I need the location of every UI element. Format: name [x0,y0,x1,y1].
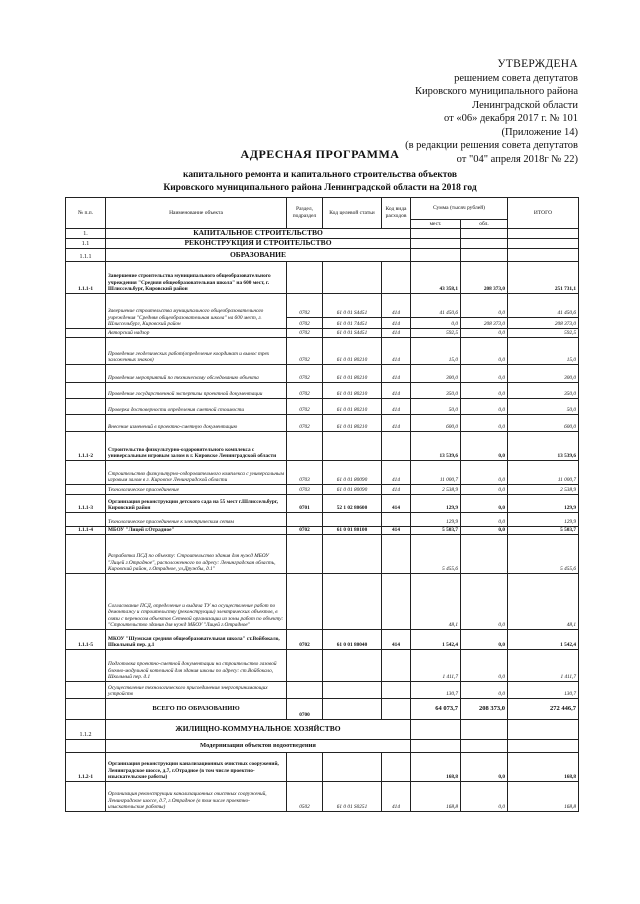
row-name: Технологическое присоединение к электрическим сетям [106,513,287,527]
approval-line: решением совета депутатов [454,72,578,84]
approval-line: Ленинградской области [472,99,578,111]
approval-line: от «06» декабря 2017 г. № 101 [444,113,578,124]
subsection-label: Модернизация объектов водоотведения [106,740,411,753]
row-num: 1.1.1-5 [66,630,106,650]
row-name: Проведение государственной экспертизы проектной документации [106,383,287,399]
title-main: АДРЕСНАЯ ПРОГРАММА [240,147,400,161]
row-num: 1.1.1-4 [66,527,106,535]
title-sub2: Кировского муниципального района Ленинградской области на 2018 год [163,182,477,193]
row-regional: 208 373,0 [461,262,508,294]
row-name: Подготовка проектно-сметной документации на строительство газовой блочно-модульной котельной для здания школы по адресу: ст.Войбокало, Школьный пер. д.1 [106,650,287,682]
row-name: Завершение строительства муниципального общеобразовательного учреждения "Средняя общеобразовательная школа" на 600 мест, г. Шлиссельбург, Кировский район [106,294,287,329]
row-name: Завершение строительства муниципального общеобразовательного учреждения "Средняя общеобразовательная школа" на 600 мест, г. Шлиссельбург, Кировский район [106,262,287,294]
row-name: Проведение мероприятий по техническому обследованию объекта [106,365,287,383]
approval-line: от "04" апреля 2018г № 22) [456,153,578,165]
document-title [0,147,640,194]
approval-line: Кировского муниципального района [414,86,578,97]
section-num: 1.1.1 [66,249,106,262]
row-name: Проведение геодезических работ(определение координат и вынос трех заложенных знаков) [106,338,287,365]
row-name: МБОУ "Лицей г.Отрадное" [106,527,287,535]
header-total: ИТОГО [508,198,579,229]
education-total-label: ВСЕГО ПО ОБРАЗОВАНИЮ [106,699,287,720]
education-total-sum: 272 446,7 [508,699,579,720]
section-num: 1.1.2 [66,720,106,740]
header-name: Наименование объекта [106,198,287,229]
header-regional: обл. [461,220,508,229]
header-num: № п.п. [66,198,106,229]
section-label: ОБРАЗОВАНИЕ [106,249,411,262]
section-label: КАПИТАЛЬНОЕ СТРОИТЕЛЬСТВО [106,229,411,239]
row-name: Согласование ПСД, определение и выдача ТУ на осуществление работ по демонтажу и строительству (реконструкции) электрических объектов, в связи с переносом объектов Сетевой организации из зоны работ по объекту: "Строительство здания для нужд МБОУ "Лицей г.Отрадное" [106,574,287,630]
section-num: 1. [66,229,106,239]
row-num: 1.1.1-1 [66,262,106,294]
section-num: 1.1 [66,239,106,249]
row-name: Строительство физкультурно-оздоровительного комплекса с универсальным игровым залом в г. Кировске Ленинградской области [106,432,287,461]
approval-line: УТВЕРЖДЕНА [497,58,578,70]
education-total-regional: 208 373,0 [461,699,508,720]
row-local: 43 358,1 [411,262,461,294]
header-exptype: Код вида расходов [382,198,411,229]
approval-line: (Приложение 14) [501,126,578,138]
title-sub1: капитального ремонта и капитального строительства объектов [183,170,457,180]
row-name: Технологическое присоединение [106,485,287,495]
row-name: Организация реконструкции канализационных очистных сооружений, Ленинградское шоссе, д.7, г.Отрадное (в том числе проектно-изыскательские работы) [106,753,287,782]
header-sum: Сумма (тысяч рублей) [411,198,508,220]
header-section: Раздел, подраздел [287,198,323,229]
row-total: 251 731,1 [508,262,579,294]
approval-line: (в редакции решения совета депутатов [405,140,578,151]
row-name: Внесение изменений в проектно-сметную документацию [106,415,287,432]
row-num: 1.1.2-1 [66,753,106,782]
section-label: РЕКОНСТРУКЦИЯ И СТРОИТЕЛЬСТВО [106,239,411,249]
header-target: Код целевой статьи [323,198,382,229]
row-name: Организация реконструкции детского сада на 55 мест г.Шлиссельбург, Кировский район [106,495,287,513]
section-label: ЖИЛИЩНО-КОММУНАЛЬНОЕ ХОЗЯЙСТВО [106,720,411,740]
row-num: 1.1.1-2 [66,432,106,461]
program-table: № п.п. Наименование объекта Раздел, подраздел Код целевой статьи Код вида расходов Сумма (тысяч рублей) ИТОГО мест. обл. 1. КАПИТАЛЬНОЕ СТРОИТЕЛЬСТВО 1.1 РЕКОНСТРУКЦИЯ И СТРОИТЕЛЬСТВО 1.1.1 ОБРАЗОВАНИЕ 1.1.1-1 Завершение строительства муниципального общеобразовательного учреждения "Средняя общеобразовательная школа" на 600 мест, г. Шлиссельбург, Кировский район 43 358,1 208 373,0 251 731,1 Завершение строительства муниципального общеобразовательного учреждения "Средняя общеобразовательная школа" на 600 мест, г. Шлиссельбург, Кировский район 0702 61 0 01 S4451 414 41 450,6 0,0 41 450,6 0702 61 0 01 74451 414 0,0 208 373,0 208 373,0 Авторский надзор 0702 61 0 01 S4451 414 592,5 0,0 592,5 Проведение геодезических работ(определение координат и вынос трех заложенных знаков) 0702 61 0 01 80210 414 15,0 0,0 15,0 Проведение мероприятий по техническому обследованию объекта 0702 61 0 01 80210 414 300,0 0,0 300,0 Проведение государственной экспертизы проектной документации 0702 61 0 01 80210 414 350,0 0,0 350,0 Проверка достоверности определения сметной стоимости 0702 61 0 01 80210 414 50,0 0,0 50,0 Внесение изменений в проектно-сметную документацию 0702 61 0 01 80210 414 600,0 0,0 600,0 1.1.1-2 Строительство физкультурно-оздоровительного комплекса с универсальным игровым залом в г. Кировске Ленинградской области 13 539,6 0,0 13 539,6 Строительство физкультурно-оздоровительного комплекса с универсальным игровым залом в г. Кировске Ленинградской области 0703 61 0 01 80090 414 11 000,7 0,0 11 000,7 Технологическое присоединение 0703 61 0 01 80090 414 2 538,9 0,0 2 538,9 1.1.1-3 Организация реконструкции детского сада на 55 мест г.Шлиссельбург, Кировский район 0701 52 1 02 80600 414 129,9 0,0 129,9 Технологическое присоединение к электрическим сетям 129,9 0,0 129,9 1.1.1-4 МБОУ "Лицей г.Отрадное" 0702 61 0 01 80100 414 5 503,7 0,0 5 503,7 Разработка ПСД по объекту: Строительство здания для нужд МБОУ "Лицей г.Отрадное", расположенного по адресу: Ленинградская область, Кировский район, г.Отрадное, ул.Дружбы, д.1" 5 455,6 5 455,6 Согласование ПСД, определение и выдача ТУ на осуществление работ по демонтажу и строительству (реконструкции) электрических объектов, в связи с переносом объектов Сетевой организации из зоны работ по объекту: "Строительство здания для нужд МБОУ "Лицей г.Отрадное" 48,1 0,0 48,1 1.1.1-5 МКОУ "Шумская средняя общеобразовательная школа" ст.Войбокало, Школьный пер. д.1 0702 61 0 01 80040 414 1 542,4 0,0 1 542,4 Подготовка проектно-сметной документации на строительство газовой блочно-модульной котельной для здания школы по адресу: ст.Войбокало, Школьный пер. д.1 1 411,7 0,0 1 411,7 Осуществление технологического присоединения энергопринимающих устройств 130,7 0,0 130,7 ВСЕГО ПО ОБРАЗОВАНИЮ 0700 64 073,7 208 373,0 272 446,7 1.1.2 ЖИЛИЩНО-КОММУНАЛЬНОЕ ХОЗЯЙСТВО Модернизация объектов водоотведения 1.1.2-1 Организация реконструкции канализационных очистных сооружений, Ленинградское шоссе, д.7, г.Отрадное (в том числе проектно-изыскательские работы) 168,8 0,0 168,8 Организация реконструкции канализационных очистных сооружений, Ленинградское шоссе, д.7, г.Отрадное (в том числе проектно-изыскательские работы) 0502 61 0 01 S0251 414 168,8 0,0 168,8 [65,197,579,812]
row-name: МКОУ "Шумская средняя общеобразовательная школа" ст.Войбокало, Школьный пер. д.1 [106,630,287,650]
row-num: 1.1.1-3 [66,495,106,513]
row-name: Авторский надзор [106,329,287,338]
row-name: Осуществление технологического присоединения энергопринимающих устройств [106,682,287,699]
row-name: Организация реконструкции канализационных очистных сооружений, Ленинградское шоссе, д.7, г.Отрадное (в том числе проектно-изыскательские работы) [106,782,287,812]
row-name: Проверка достоверности определения сметной стоимости [106,399,287,415]
header-local: мест. [411,220,461,229]
education-total-local: 64 073,7 [411,699,461,720]
row-name: Строительство физкультурно-оздоровительного комплекса с универсальным игровым залом в г. Кировске Ленинградской области [106,461,287,485]
row-name: Разработка ПСД по объекту: Строительство здания для нужд МБОУ "Лицей г.Отрадное", расположенного по адресу: Ленинградская область, Кировский район, г.Отрадное, ул.Дружбы, д.1" [106,535,287,574]
